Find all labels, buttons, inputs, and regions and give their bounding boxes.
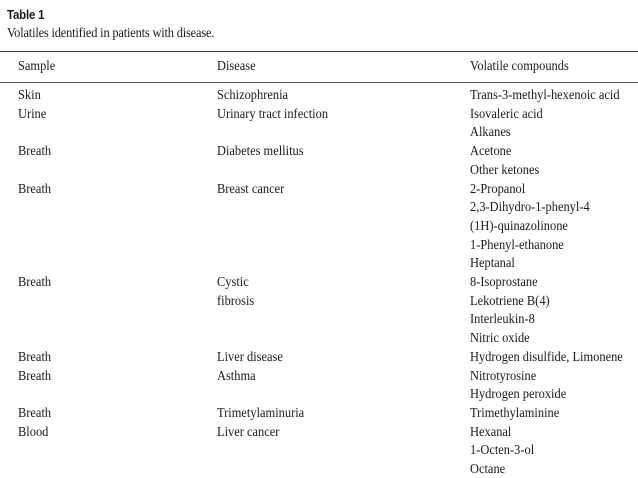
table-cell-volatile: Isovaleric acid [470,105,543,121]
table-cell-sample: Breath [18,367,52,383]
table-cell-volatile: Hydrogen disulfide, Limonene [470,348,623,364]
table-cell-volatile: Other ketones [470,161,540,177]
table-cell-volatile: Nitric oxide [470,330,530,346]
table-cell-disease: Asthma [217,367,256,383]
header-disease: Disease [217,58,256,73]
table-cell-volatile: Octane [470,461,506,476]
table-cell-volatile: Nitrotyrosine [470,367,537,383]
table-cell-volatile: Interleukin-8 [470,311,535,327]
table-cell-sample: Breath [18,274,52,289]
table-cell-volatile: Trimethylaminine [470,404,560,420]
table-cell-disease: Cystic [217,274,249,289]
table-title: Table 1 [7,7,45,22]
table-cell-volatile: 1-Octen-3-ol [470,442,535,458]
table-cell-sample: Urine [18,105,47,121]
table-cell-volatile: Heptanal [470,255,515,271]
table-cell-volatile: Lekotriene B(4) [470,292,550,308]
table-top-rule [0,51,638,52]
table-cell-disease: Liver disease [217,348,283,364]
table-cell-sample: Breath [18,348,52,364]
table-cell-volatile: 2,3-Dihydro-1-phenyl-4 [470,199,590,215]
table-caption: Volatiles identified in patients with disease. [7,25,215,40]
table-cell-volatile: Hexanal [470,423,512,439]
table-cell-disease: Breast cancer [217,180,285,196]
table-cell-volatile: 1-Phenyl-ethanone [470,236,564,252]
table-header-rule [0,82,638,83]
table-cell-disease: Schizophrenia [217,87,289,102]
table-cell-sample: Breath [18,180,52,196]
table-cell-volatile: 8-Isoprostane [470,274,538,289]
table-cell-disease: Liver cancer [217,423,280,439]
table-cell-volatile: Acetone [470,143,512,159]
table-cell-sample: Skin [18,87,41,102]
table-cell-volatile: Hydrogen peroxide [470,386,567,402]
table-cell-volatile: Alkanes [470,124,511,140]
table-cell-disease: Trimetylaminuria [217,404,305,420]
table-cell-volatile: 2-Propanol [470,180,526,196]
table-cell-sample: Breath [18,404,52,420]
table-cell-disease: Urinary tract infection [217,105,329,121]
table-cell-sample: Blood [18,423,49,439]
table-cell-volatile: Trans-3-methyl-hexenoic acid [470,87,620,102]
header-volatile-compounds: Volatile compounds [470,58,569,73]
table-cell-sample: Breath [18,143,52,159]
table-cell-volatile: (1H)-quinazolinone [470,217,568,233]
table-cell-disease: Diabetes mellitus [217,143,304,159]
table-cell-disease: fibrosis [217,292,255,308]
header-sample: Sample [18,58,56,73]
